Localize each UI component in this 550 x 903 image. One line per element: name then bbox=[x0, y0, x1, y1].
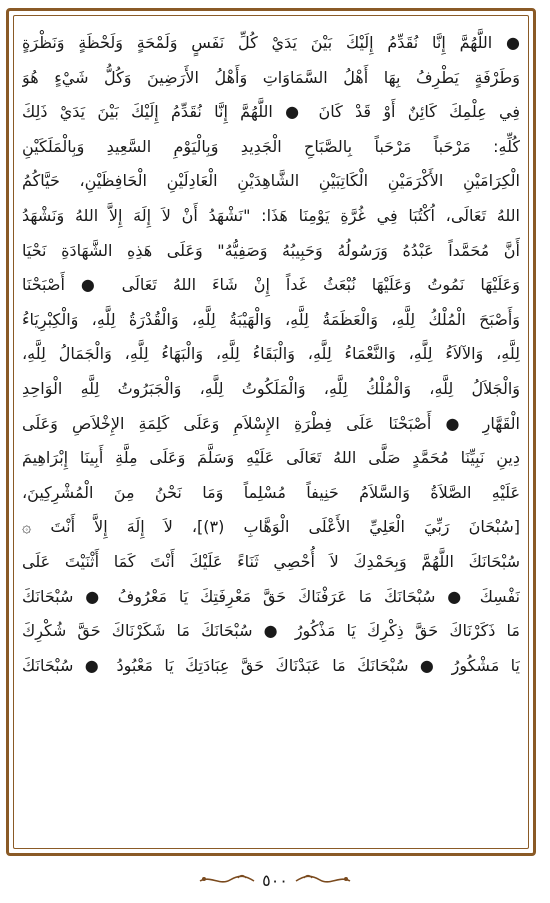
text-line: لِلَّهِ، وَالآلاَءُ لِلَّهِ، وَالنَّعْمَاءُ لِلَّهِ، وَالْبَقَاءُ لِلَّهِ، وَالْبَهَاءُ لِلَّهِ، وَالْجَمَالُ لِلَّهِ، bbox=[22, 344, 520, 364]
text-line: نَفْسِكَ ● سُبْحَانَكَ مَا عَرَفْنَاكَ حَقَّ مَعْرِفَتِكَ يَا مَعْرُوفُ ● سُبْحَانَكَ bbox=[22, 586, 520, 606]
text-line: ● اللَّهُمَّ إِنَّا نُقَدِّمُ إِلَيْكَ بَيْنَ يَدَيْ كُلِّ نَفَسٍ وَلَمْحَةٍ وَلَحْظَةٍ وَنَظْرَةٍ bbox=[22, 33, 520, 52]
text-line: فِي عِلْمِكَ كَائِنٌ أَوْ قَدْ كَانَ ● اللَّهُمَّ إِنَّا نُقَدِّمُ إِلَيْكَ بَيْنَ يَدَيْ ذَلِكَ bbox=[22, 102, 520, 122]
text-line: أَنَّ مُحَمَّداً عَبْدُهُ وَرَسُولُهُ وَحَبِيبُهُ وَصَفِيُّهُ" وَعَلَى هَذِهِ الشَّهَادَةِ نَحْيَا bbox=[22, 240, 520, 260]
text-line: وَأَصْبَحَ الْمُلْكُ لِلَّهِ، وَالْعَظَمَةُ لِلَّهِ، وَالْهَيْبَةُ لِلَّهِ، وَالْقُدْرَةُ لِلَّهِ، وَالْكِبْرِيَاءُ bbox=[22, 309, 520, 329]
text-line: عَلَيْهِ الصَّلاَةُ وَالسَّلاَمُ حَنِيفاً مُسْلِماً وَمَا نَحْنُ مِنَ الْمُشْرِكِينَ، bbox=[22, 482, 520, 502]
text-line: كُلِّهِ: مَرْحَباً مَرْحَباً بِالصَّبَاحِ الْجَدِيدِ وَبِالْيَوْمِ السَّعِيدِ وَبِالْمَلَكَيْنِ bbox=[22, 136, 520, 156]
page-footer bbox=[0, 866, 550, 894]
text-line: وَطَرْفَةٍ يَطْرِفُ بِهَا أَهْلُ السَّمَاوَاتِ وَأَهْلُ الأَرَضِينَ وَكُلُّ شَيْءٍ هُوَ bbox=[22, 67, 520, 87]
right-flourish-icon bbox=[198, 872, 256, 888]
text-line: اللهُ تَعَالَى، اُكْتُبَا فِي غُرَّةِ يَوْمِنَا هَذَا: "نَشْهَدُ أَنْ لاَ إِلَهَ إِلاَّ اللهُ وَنَشْهَدُ bbox=[22, 205, 520, 225]
page-number: ٥٠٠ bbox=[262, 870, 288, 890]
left-flourish-icon bbox=[294, 872, 352, 888]
text-line: [سُبْحَانَ رَبِّيَ الْعَلِيِّ الأَعْلَى الْوَهَّابِ (٣)]، لاَ إِلَهَ إِلاَّ أَنْتَ ۞ bbox=[22, 517, 520, 537]
text-line: مَا ذَكَرْنَاكَ حَقَّ ذِكْرِكَ يَا مَذْكُورُ ● سُبْحَانَكَ مَا شَكَرْنَاكَ حَقَّ شُكْرِكَ bbox=[22, 621, 520, 641]
text-line: وَالْجَلاَلُ لِلَّهِ، وَالْمُلْكُ لِلَّهِ، وَالْمَلَكُوتُ لِلَّهِ، وَالْجَبَرُوتُ لِلَّهِ الْوَاحِدِ bbox=[22, 378, 520, 398]
text-line: سُبْحَانَكَ اللَّهُمَّ وَبِحَمْدِكَ لاَ أُحْصِي ثَنَاءً عَلَيْكَ أَنْتَ كَمَا أَثْنَيْتَ عَلَى bbox=[22, 551, 520, 571]
prayer-text bbox=[22, 26, 520, 683]
text-line: يَا مَشْكُورُ ● سُبْحَانَكَ مَا عَبَدْنَاكَ حَقَّ عِبَادَتِكَ يَا مَعْبُودُ ● سُبْحَانَكَ bbox=[22, 655, 520, 675]
text-line: وَعَلَيْهَا نَمُوتُ وَعَلَيْهَا نُبْعَثُ غَداً إِنْ شَاءَ اللهُ تَعَالَى ● أَصْبَحْنَا bbox=[22, 275, 520, 295]
text-line: الْقَهَّارِ ● أَصْبَحْنَا عَلَى فِطْرَةِ الإِسْلاَمِ وَعَلَى كَلِمَةِ الإِخْلاَصِ وَعَلَى bbox=[22, 413, 520, 433]
text-line: دِينِ نَبِيِّنَا مُحَمَّدٍ صَلَّى اللهُ تَعَالَى عَلَيْهِ وَسَلَّمَ وَعَلَى مِلَّةِ أَبِينَا إِبْرَاهِيمَ bbox=[22, 448, 520, 468]
text-line: الْكِرَامَيْنِ الأَكْرَمَيْنِ الْكَاتِبَيْنِ الشَّاهِدَيْنِ الْعَادِلَيْنِ الْحَافِظَيْنِ، حَيَّاكُمُ bbox=[22, 171, 520, 191]
